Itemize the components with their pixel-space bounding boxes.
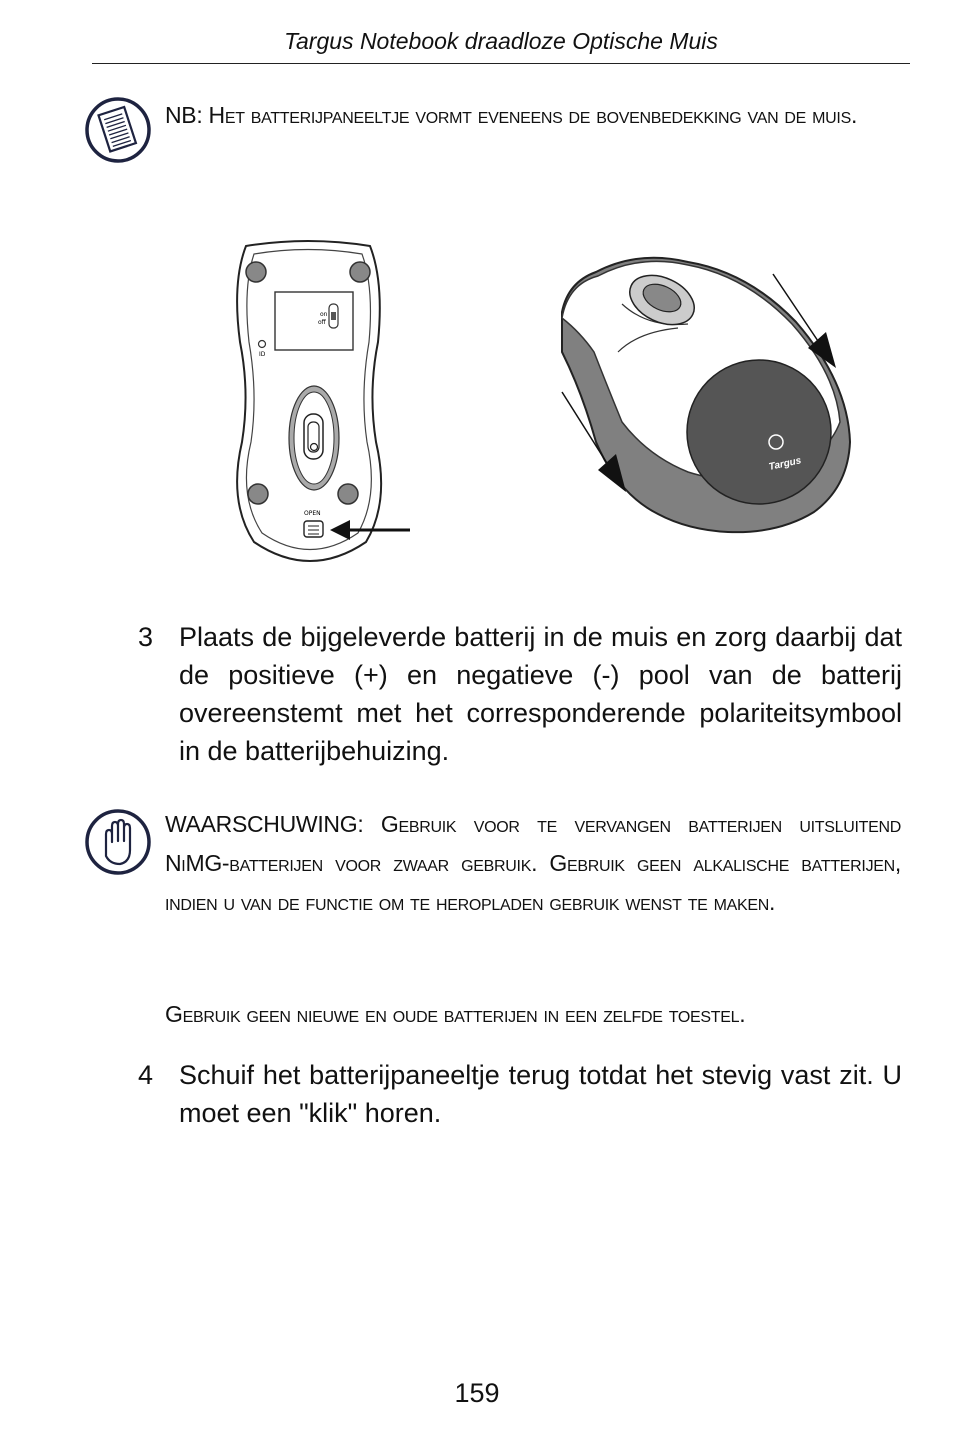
note-text: NB: Het batterijpaneeltje vormt eveneens de bovenbedekking van de muis. — [165, 102, 858, 128]
mouse-top-view — [562, 258, 850, 532]
switch-on-label: on — [320, 311, 328, 318]
page-header: Targus Notebook draadloze Optische Muis — [284, 28, 718, 54]
warning-text: WAARSCHUWING: Gebruik voor te vervangen batterijen uitsluitend NiMG-batterijen voor zwaar gebruik. Gebruik geen alkalische batterijen, indien u van de functie om te heropladen gebruik wenst te maken. — [165, 811, 901, 915]
step-text: Schuif het batterijpaneeltje terug totdat het stevig vast zit. U moet een "klik" horen. — [179, 1060, 902, 1128]
page-number: 159 — [454, 1378, 500, 1408]
switch-off-label: off — [318, 319, 326, 326]
step-3 — [138, 618, 902, 770]
warning-text-secondary: Gebruik geen nieuwe en oude batterijen in een zelfde toestel. — [165, 1001, 746, 1027]
open-label: OPEN — [304, 510, 321, 517]
mouse-illustration — [218, 232, 858, 577]
hand-stop-icon — [84, 808, 152, 876]
targus-logo: Targus — [767, 455, 803, 473]
step-number: 4 — [138, 1060, 154, 1090]
step-4 — [138, 1056, 902, 1132]
mouse-bottom-view — [237, 241, 410, 561]
header-divider — [92, 63, 910, 64]
notepad-icon — [84, 96, 152, 164]
step-number: 3 — [138, 622, 154, 652]
step-text: Plaats de bijgeleverde batterij in de muis en zorg daarbij dat de positieve (+) en negatieve (-) pool van de batterij overeenstemt met het corresponderende polariteitsymbool in de batterijbehuizing. — [179, 622, 902, 766]
id-label: ID — [259, 351, 266, 358]
